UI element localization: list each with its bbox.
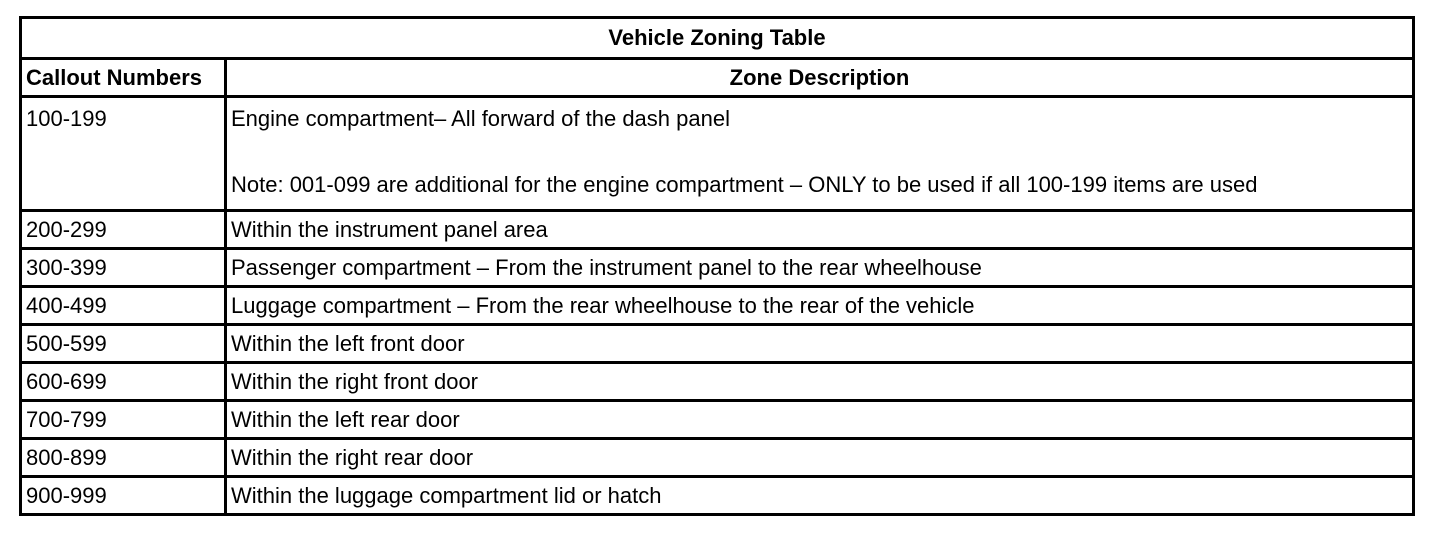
table-row (21, 287, 1414, 325)
description-cell: Within the left front door (226, 325, 1414, 363)
callout-cell: 900-999 (21, 477, 226, 515)
callout-cell: 500-599 (21, 325, 226, 363)
description-cell: Within the luggage compartment lid or hatch (226, 477, 1414, 515)
table-row (21, 439, 1414, 477)
table-row (21, 363, 1414, 401)
callout-cell: 700-799 (21, 401, 226, 439)
table-row (21, 401, 1414, 439)
callout-cell: 600-699 (21, 363, 226, 401)
column-header-callout: Callout Numbers (21, 59, 226, 97)
table-row (21, 97, 1414, 211)
description-cell: Within the right rear door (226, 439, 1414, 477)
table-row (21, 325, 1414, 363)
column-header-description: Zone Description (226, 59, 1414, 97)
description-cell: Luggage compartment – From the rear wheelhouse to the rear of the vehicle (226, 287, 1414, 325)
description-cell: Within the left rear door (226, 401, 1414, 439)
table-title: Vehicle Zoning Table (21, 18, 1414, 59)
table-row (21, 211, 1414, 249)
description-cell: Within the instrument panel area (226, 211, 1414, 249)
callout-cell: 200-299 (21, 211, 226, 249)
callout-cell: 300-399 (21, 249, 226, 287)
description-text: Engine compartment– All forward of the dash panel (231, 106, 730, 131)
table-row (21, 477, 1414, 515)
description-note: Note: 001-099 are additional for the engine compartment – ONLY to be used if all 100-199 items are used (231, 172, 1258, 197)
callout-cell: 100-199 (21, 97, 226, 211)
callout-cell: 400-499 (21, 287, 226, 325)
callout-cell: 800-899 (21, 439, 226, 477)
description-cell: Passenger compartment – From the instrument panel to the rear wheelhouse (226, 249, 1414, 287)
description-cell: Within the right front door (226, 363, 1414, 401)
table-title-row (21, 18, 1414, 59)
table-row (21, 249, 1414, 287)
table-header-row (21, 59, 1414, 97)
vehicle-zoning-table (19, 16, 1415, 516)
description-cell (226, 97, 1414, 211)
